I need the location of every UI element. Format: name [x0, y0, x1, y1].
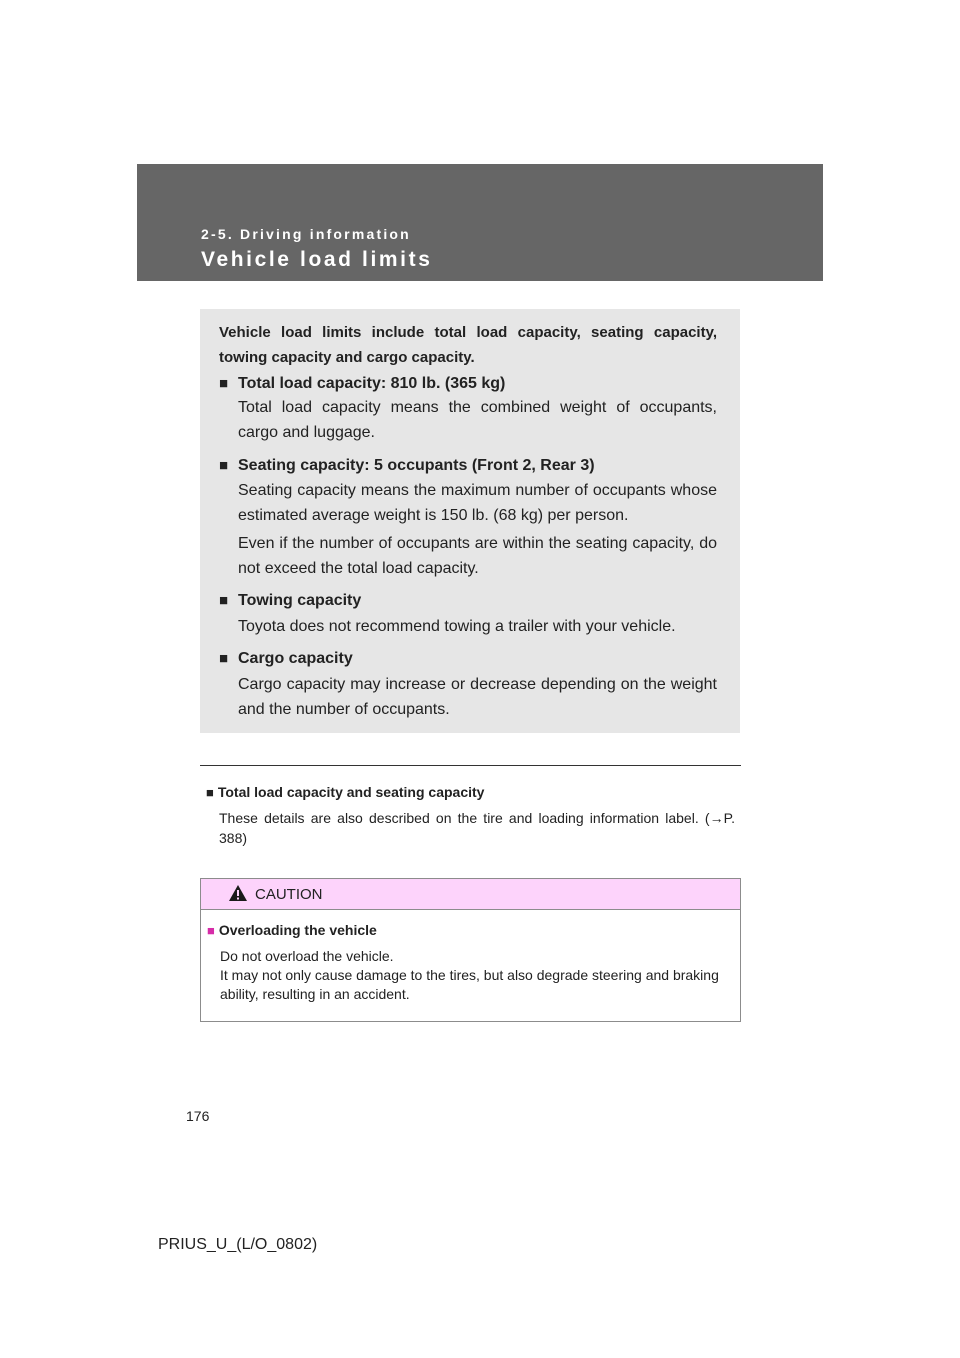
caution-body [220, 947, 736, 1004]
caution-title: CAUTION [255, 886, 323, 903]
bullet-body-seating: Seating capacity means the maximum number of occupants whose estimated average weight is 150 lb. (68 kg) per person. [238, 482, 717, 524]
bullet-body-seating-2: Even if the number of occupants are within the seating capacity, do not exceed the total load capacity. [238, 535, 717, 577]
bullet-body-cargo: Cargo capacity may increase or decrease depending on the weight and the number of occupants. [238, 676, 717, 718]
bullet-heading-towing: ■ Towing capacity [219, 592, 362, 609]
bullet-heading-cargo: ■ Cargo capacity [219, 650, 353, 667]
caution-heading: ■ Overloading the vehicle [207, 922, 377, 938]
square-bullet-icon: ■ [206, 785, 214, 800]
square-bullet-icon: ■ [219, 592, 229, 609]
bullet-body-total-load: Total load capacity means the combined weight of occupants, cargo and luggage. [238, 399, 717, 441]
caution-line: Do not overload the vehicle. [220, 948, 394, 964]
caution-box [200, 878, 741, 1022]
section-divider [200, 765, 741, 766]
arrow-right-icon: → [709, 810, 724, 826]
caution-header-bar [201, 879, 740, 910]
square-bullet-icon: ■ [219, 375, 229, 392]
chapter-header [137, 164, 823, 281]
caution-line: It may not only cause damage to the tires, but also degrade steering and braking ability, resulting in an accident. [220, 967, 719, 1002]
warning-triangle-icon [228, 884, 248, 902]
page-number: 176 [186, 1108, 210, 1124]
page-reference-link[interactable]: P. 388) [219, 810, 735, 846]
square-bullet-icon: ■ [219, 457, 229, 474]
intro-text: Vehicle load limits include total load capacity, seating capacity, towing capacity and cargo capacity. [219, 324, 717, 366]
summary-box [200, 309, 740, 733]
square-bullet-icon: ■ [207, 923, 215, 938]
note-heading: ■ Total load capacity and seating capacity [206, 784, 485, 800]
bullet-body-towing: Toyota does not recommend towing a trailer with your vehicle. [238, 618, 676, 635]
note-body: These details are also described on the tire and loading information label. (→P. 388) [219, 810, 735, 846]
bullet-heading-seating: ■ Seating capacity: 5 occupants (Front 2, Rear 3) [219, 457, 595, 474]
section-label: 2-5. Driving information [201, 226, 411, 242]
bullet-heading-total-load: ■ Total load capacity: 810 lb. (365 kg) [219, 375, 506, 392]
footer-code: PRIUS_U_(L/O_0802) [158, 1236, 318, 1253]
square-bullet-icon: ■ [219, 650, 229, 667]
page-title: Vehicle load limits [201, 248, 433, 271]
